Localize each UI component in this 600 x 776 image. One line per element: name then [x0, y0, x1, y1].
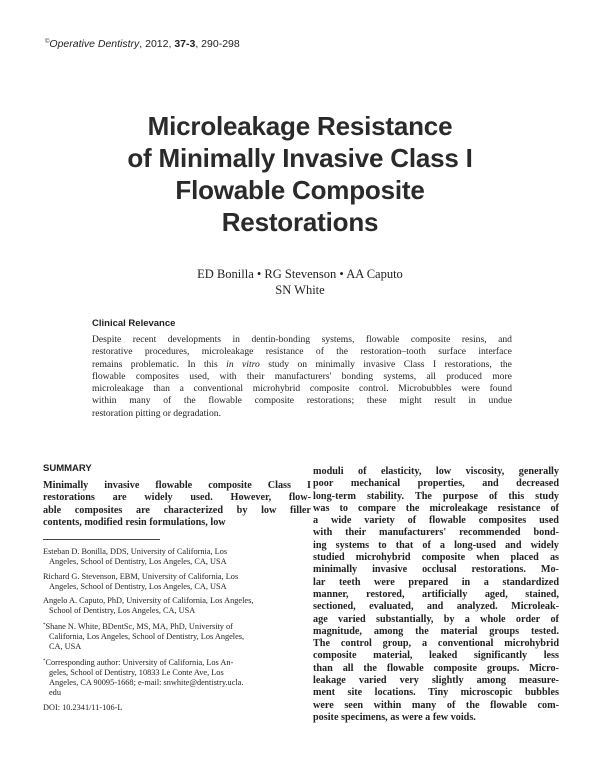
- affiliation-entry: [43, 621, 301, 653]
- affiliation-line: *Shane N. White, BDentSc, MS, MA, PhD, University of: [43, 621, 233, 631]
- affiliation-entry: [43, 547, 301, 567]
- text-line: composite material, leaked significantly less: [313, 650, 559, 662]
- text-line: with their manufacturers' recommended bond-: [313, 527, 559, 539]
- footnote-divider: [43, 539, 160, 540]
- summary-heading: SUMMARY: [43, 463, 92, 474]
- text-line: studied microhybrid composite when placed as: [313, 552, 559, 564]
- title-line: Flowable Composite: [175, 175, 425, 205]
- affiliation-line: geles, School of Dentistry, 10833 Le Conte Ave, Los: [49, 667, 224, 677]
- affiliation-line: School of Dentistry, Los Angeles, CA, USA: [49, 606, 196, 616]
- text-line: restoration pitting or degradation.: [92, 407, 221, 419]
- author-line: SN White: [275, 283, 325, 297]
- author-list: [60, 266, 540, 298]
- footnote-marker: *: [43, 658, 46, 664]
- affiliation-line: DOI: 10.2341/11-106-L: [43, 702, 123, 712]
- text-line: manner, restored, artificially aged, stained,: [313, 588, 559, 600]
- affiliation-line: Angelo A. Caputo, PhD, University of California, Los Angeles,: [43, 596, 254, 606]
- affiliation-line: CA, USA: [49, 642, 82, 652]
- journal-pages: , 290-298: [195, 38, 240, 50]
- title-line: Restorations: [221, 207, 379, 237]
- text-line: ment site locations. Tiny microscopic bubbles: [313, 687, 559, 699]
- text-line: sectioned, evaluated, and analyzed. Microleak-: [313, 601, 559, 613]
- clinical-relevance-heading: Clinical Relevance: [92, 318, 176, 329]
- text-line: were seen within many of the flowable com-: [313, 699, 559, 711]
- text-line: restorative procedures, microleakage resistance of the restoration–tooth surface interface: [92, 346, 512, 358]
- text-line: ing systems to that of a long-used and widely: [313, 539, 559, 551]
- affiliation-line: Richard G. Stevenson, EBM, University of California, Los: [43, 571, 239, 581]
- summary-text-left: [43, 480, 311, 529]
- text-line: within many of the flowable composite restorations; these might result in undue: [92, 395, 512, 407]
- journal-name: Operative Dentistry: [49, 38, 140, 50]
- text-line: contents, modified resin formulations, low: [43, 516, 226, 528]
- copyright-mark: ©: [45, 39, 50, 45]
- text-line: a wide variety of flowable composites used: [313, 515, 559, 527]
- text-line: leakage varied very slightly among measure-: [313, 675, 559, 687]
- footnote-marker: *: [43, 622, 46, 628]
- text-line: was to compare the microleakage resistance of: [313, 502, 559, 514]
- affiliation-line: California, Los Angeles, School of Dentistry, Los Angeles,: [49, 631, 245, 641]
- affiliation-line: Angeles, School of Dentistry, Los Angeles, CA, USA: [49, 581, 227, 591]
- text-line: posite specimens, as were a few voids.: [313, 711, 476, 723]
- text-line: Minimally invasive flowable composite Class I: [43, 480, 311, 491]
- summary-text-right: [313, 466, 559, 724]
- text-line: microleakage than a conventional microhybrid composite control. Microbubbles were found: [92, 383, 512, 395]
- journal-year: , 2012,: [139, 38, 175, 50]
- text-line: long-term stability. The purpose of this study: [313, 490, 559, 502]
- text-line: magnitude, among the material groups tested.: [313, 625, 559, 637]
- affiliation-entry: [43, 657, 301, 699]
- text-line: moduli of elasticity, low viscosity, generally: [313, 466, 559, 477]
- affiliation-line: Angeles, School of Dentistry, Los Angeles, CA, USA: [49, 557, 227, 567]
- affiliation-line: edu: [49, 688, 61, 698]
- text-line: restorations are widely used. However, flow-: [43, 492, 311, 504]
- author-affiliations: [43, 547, 301, 717]
- journal-citation: [45, 38, 240, 50]
- article-title: [60, 110, 540, 238]
- affiliation-line: Angeles, CA 90095-1668; e-mail: snwhite@dentistry.ucla.: [49, 677, 244, 687]
- journal-volume: 37-3: [174, 38, 196, 50]
- text-line: remains problematic. In this in vitro study on minimally invasive Class I restorations, the: [92, 358, 512, 370]
- text-line: lar teeth were prepared in a standardized: [313, 576, 559, 588]
- title-line: Microleakage Resistance: [147, 111, 453, 141]
- text-line: The control group, a conventional microhybrid: [313, 638, 559, 650]
- text-line: age varied substantially, by a whole order of: [313, 613, 559, 625]
- clinical-relevance-text: [92, 334, 512, 420]
- text-line: flowable composites used, with their manufacturers' bonding systems, all produced more: [92, 370, 512, 382]
- affiliation-entry: [43, 596, 301, 616]
- author-line: ED Bonilla • RG Stevenson • AA Caputo: [197, 267, 403, 281]
- text-line: able composites are characterized by low filler: [43, 504, 311, 516]
- affiliation-line: *Corresponding author: University of California, Los An-: [43, 657, 234, 667]
- title-line: of Minimally Invasive Class I: [127, 143, 473, 173]
- affiliation-entry: [43, 703, 301, 713]
- text-line: Despite recent developments in dentin-bonding systems, flowable composite resins, and: [92, 334, 512, 345]
- text-line: than all the flowable composite groups. Micro-: [313, 662, 559, 674]
- text-line: minimally invasive occlusal restorations. Mo-: [313, 564, 559, 576]
- affiliation-entry: [43, 572, 301, 592]
- text-line: poor mechanical properties, and decreased: [313, 478, 559, 490]
- affiliation-line: Esteban D. Bonilla, DDS, University of California, Los: [43, 547, 228, 556]
